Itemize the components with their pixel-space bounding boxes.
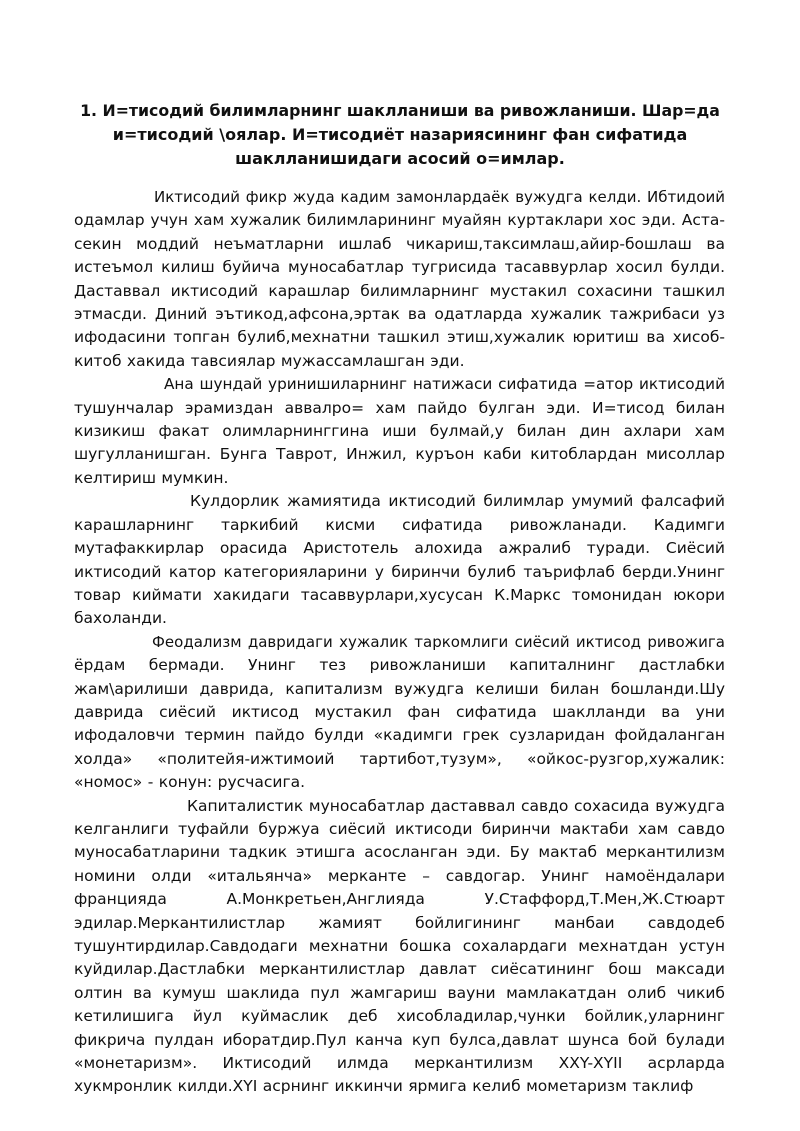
paragraph-line: товар киймати хакидаги тасаввурлари,хусусан К.Маркс томонидан юкори [74,585,725,604]
paragraph-line: даврида сиёсий иктисод мустакил фан сифатида шаклланди ва уни [74,702,725,721]
paragraph-line: одамлар учун хам хужалик билимларининг муайян куртаклари хос эди. Аста- [74,211,725,230]
paragraph-line: кетилишига йул куймаслик деб хисобладилар,чунки бойлик,уларнинг [74,1007,725,1026]
paragraph [74,373,725,490]
paragraph [74,186,725,373]
paragraph-line: келганлиги туфайли буржуа сиёсий иктисоди биринчи мактаби хам савдо [74,819,725,838]
paragraph-line: истеъмол килиш буйича муносабатлар тугрисида тасаввурлар хосил булди. [74,258,725,277]
paragraph-line: куйдилар.Дастлабки меркантилистлар давлат сиёсатининг бош максади [74,960,725,979]
paragraph-line: Иктисодий фикр жуда кадим замонлардаёк вужудга келди. Ибтидоий [154,188,725,206]
paragraph-line: «номос» - конун: русчасига. [74,773,306,792]
paragraph-line: тушунчалар эрамиздан аввалро= хам пайдо булган эди. И=тисод билан [74,398,725,417]
paragraph-line: олтин ва кумуш шаклида пул жамгариш вауни мамлакатдан олиб чикиб [74,983,725,1002]
paragraph-line: келтириш мумкин. [74,468,229,487]
paragraph-line: эдилар.Меркантилистлар жамият бойлигининг манбаи савдодеб [74,913,725,932]
paragraph-line: ифодасини топган булиб,мехнатни ташкил этиш,хужалик юритиш ва хисоб- [74,328,725,347]
paragraph-line: францияда А.Монкретьен,Англияда У.Стаффорд,Т.Мен,Ж.Стюарт [74,890,725,909]
paragraph-line: фикрича пулдан иборатдир.Пул канча куп булса,давлат шунса бой булади [74,1030,725,1049]
title-line: шаклланишидаги асосий о=имлар. [235,149,565,168]
paragraph-line: хукмронлик килди.ХYI асрнинг иккинчи ярмига келиб мометаризм таклиф [74,1077,694,1096]
paragraph [74,490,725,630]
paragraph-line: жам\арилиши даврида, капитализм вужудга келиши билан бошланди.Шу [74,679,725,698]
document-title [80,99,720,171]
paragraph-line: китоб хакида тавсиялар мужассамлашган эди. [74,351,465,370]
paragraph-line: муносабатларини тадкик этишга асосланган эди. Бу мактаб меркантилизм [74,843,725,862]
paragraph-line: Ана шундай уринишиларнинг натижаси сифатида =атор иктисодий [164,375,725,394]
paragraph-line: секин моддий неъматларни ишлаб чикариш,таксимлаш,айир-бошлаш ва [74,234,725,253]
paragraph-line: Кулдорлик жамиятида иктисодий билимлар умумий фалсафий [190,492,725,511]
paragraph [74,631,725,795]
paragraph-line: тушунтирдилар.Савдодаги мехнатни бошка сохалардаги мехнатдан устун [74,937,725,955]
paragraph-line: кизикиш факат олимларнинггина иши булмай,у билан дин ахлари хам [74,422,725,441]
paragraph-line: иктисодий катор категорияларини у биринчи булиб таърифлаб берди.Унинг [74,562,725,581]
paragraph [74,795,725,1099]
paragraph-line: ифодаловчи термин пайдо булди «кадимги грек сузларидан фойдаланган [74,726,725,745]
title-line: и=тисодий \оялар. И=тисодиёт назариясининг фан сифатида [112,125,688,144]
paragraph-line: номини олди «итальянча» мерканте – савдогар. Унинг намоёндалари [74,866,725,885]
paragraph-line: ёрдам бермади. Унинг тез ривожланиши капиталнинг дастлабки [74,656,725,675]
paragraph-line: мутафаккирлар орасида Аристотель алохида ажралиб туради. Сиёсий [74,539,725,558]
paragraph-line: Феодализм давридаги хужалик таркомлиги сиёсий иктисод ривожига [152,632,725,651]
paragraph-line: бахоланди. [74,609,167,628]
paragraph-line: шугулланишган. Бунга Таврот, Инжил, куръон каби китоблардан мисоллар [74,445,725,464]
paragraph-line: этмасди. Диний эътикод,афсона,эртак ва одатларда хужалик тажрибаси уз [74,305,725,324]
paragraph-line: карашларнинг таркибий кисми сифатида ривожланади. Кадимги [74,515,725,534]
paragraph-line: холда» «политейя-ижтимоий тартибот,тузум», «ойкос-рузгор,хужалик: [74,749,725,768]
document-body [74,186,725,1099]
paragraph-line: Капиталистик муносабатлар даставвал савдо сохасида вужудга [187,796,725,815]
paragraph-line: Даставвал иктисодий карашлар билимларнинг мустакил сохасини ташкил [74,281,725,300]
paragraph-line: «монетаризм». Иктисодий илмда меркантилизм ХХY-ХYII асрларда [74,1054,725,1073]
title-line: 1. И=тисодий билимларнинг шаклланиши ва ривожланиши. Шар=да [80,101,720,120]
